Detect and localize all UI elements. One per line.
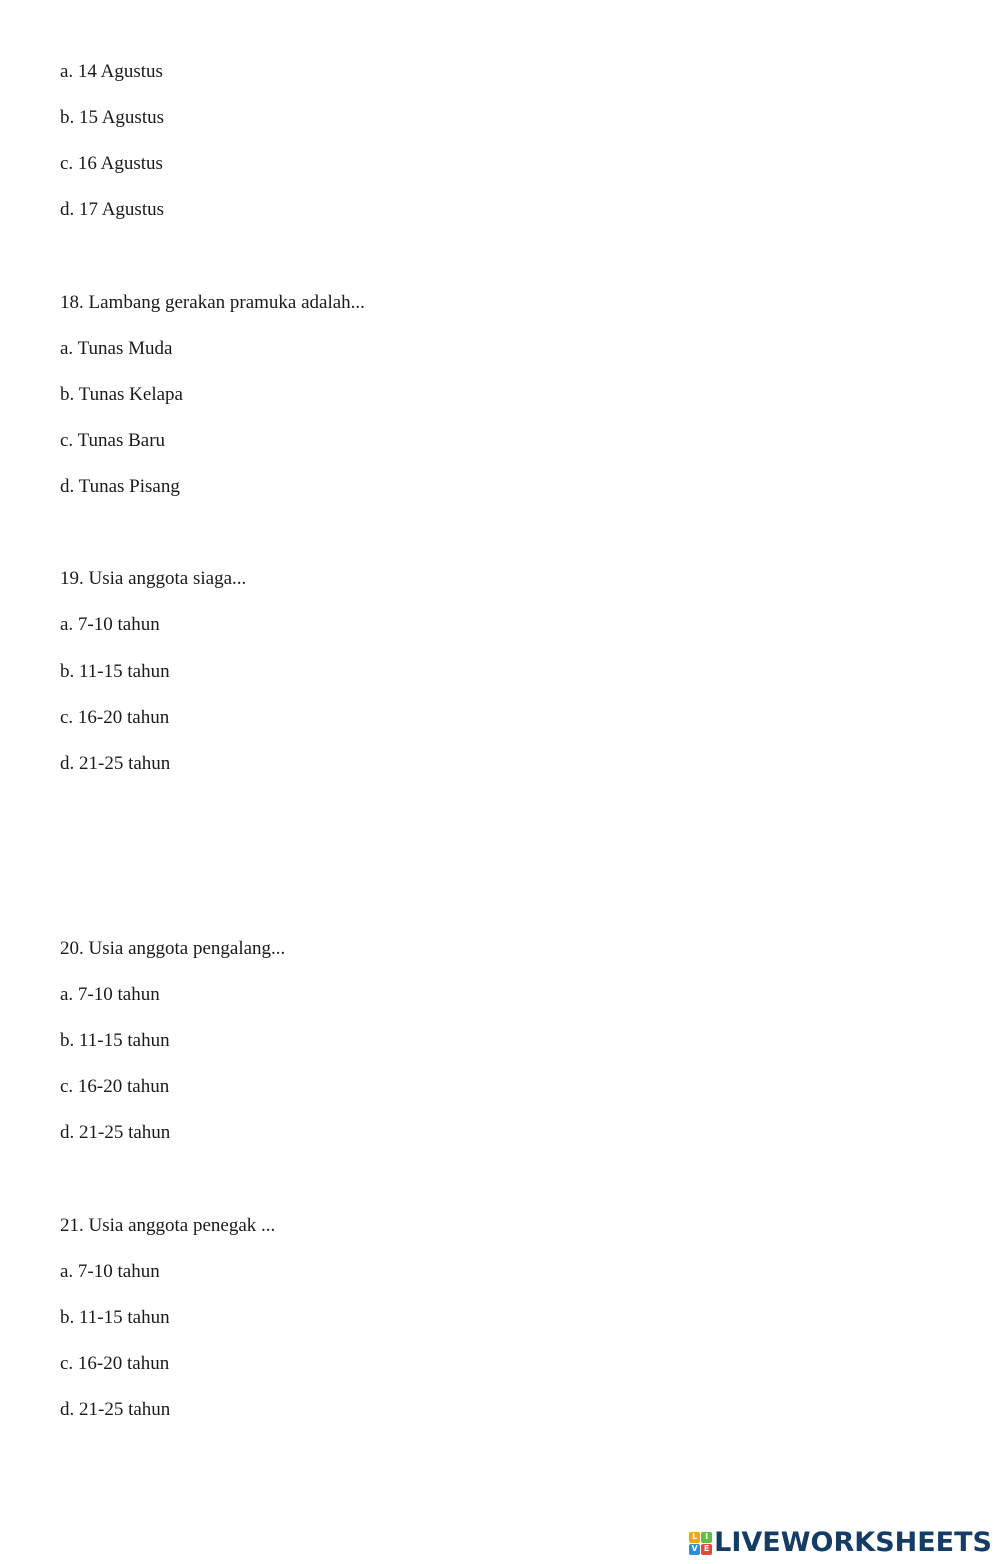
option-d-prev: d. 17 Agustus (60, 199, 164, 220)
q21-option-d: d. 21-25 tahun (60, 1399, 171, 1420)
option-a-prev: a. 14 Agustus (60, 61, 163, 82)
q18-option-a: a. Tunas Muda (60, 338, 173, 359)
q18-option-c: c. Tunas Baru (60, 430, 166, 451)
liveworksheets-logo (689, 1528, 992, 1558)
option-c-prev: c. 16 Agustus (60, 153, 163, 174)
liveworksheets-wordmark: LIVEWORKSHEETS (714, 1527, 992, 1558)
q20-option-b: b. 11-15 tahun (60, 1030, 170, 1051)
q19-option-a: a. 7-10 tahun (60, 614, 160, 635)
q21-option-a: a. 7-10 tahun (60, 1261, 160, 1282)
q19-option-d: d. 21-25 tahun (60, 753, 171, 774)
q21-option-c: c. 16-20 tahun (60, 1353, 170, 1374)
option-b-prev: b. 15 Agustus (60, 107, 164, 128)
q21-option-b: b. 11-15 tahun (60, 1307, 170, 1328)
q19-option-b: b. 11-15 tahun (60, 661, 170, 682)
question-21: 21. Usia anggota penegak ... (60, 1215, 276, 1236)
mark-letter-l: L (689, 1532, 700, 1543)
liveworksheets-mark-icon (689, 1532, 712, 1555)
q20-option-d: d. 21-25 tahun (60, 1122, 171, 1143)
question-19: 19. Usia anggota siaga... (60, 568, 247, 589)
mark-letter-i: I (701, 1532, 712, 1543)
q18-option-d: d. Tunas Pisang (60, 476, 180, 497)
question-20: 20. Usia anggota pengalang... (60, 938, 286, 959)
question-18: 18. Lambang gerakan pramuka adalah... (60, 292, 365, 313)
q18-option-b: b. Tunas Kelapa (60, 384, 183, 405)
q19-option-c: c. 16-20 tahun (60, 707, 170, 728)
q20-option-c: c. 16-20 tahun (60, 1076, 170, 1097)
q20-option-a: a. 7-10 tahun (60, 984, 160, 1005)
mark-letter-v: V (689, 1544, 700, 1555)
mark-letter-e: E (701, 1544, 712, 1555)
